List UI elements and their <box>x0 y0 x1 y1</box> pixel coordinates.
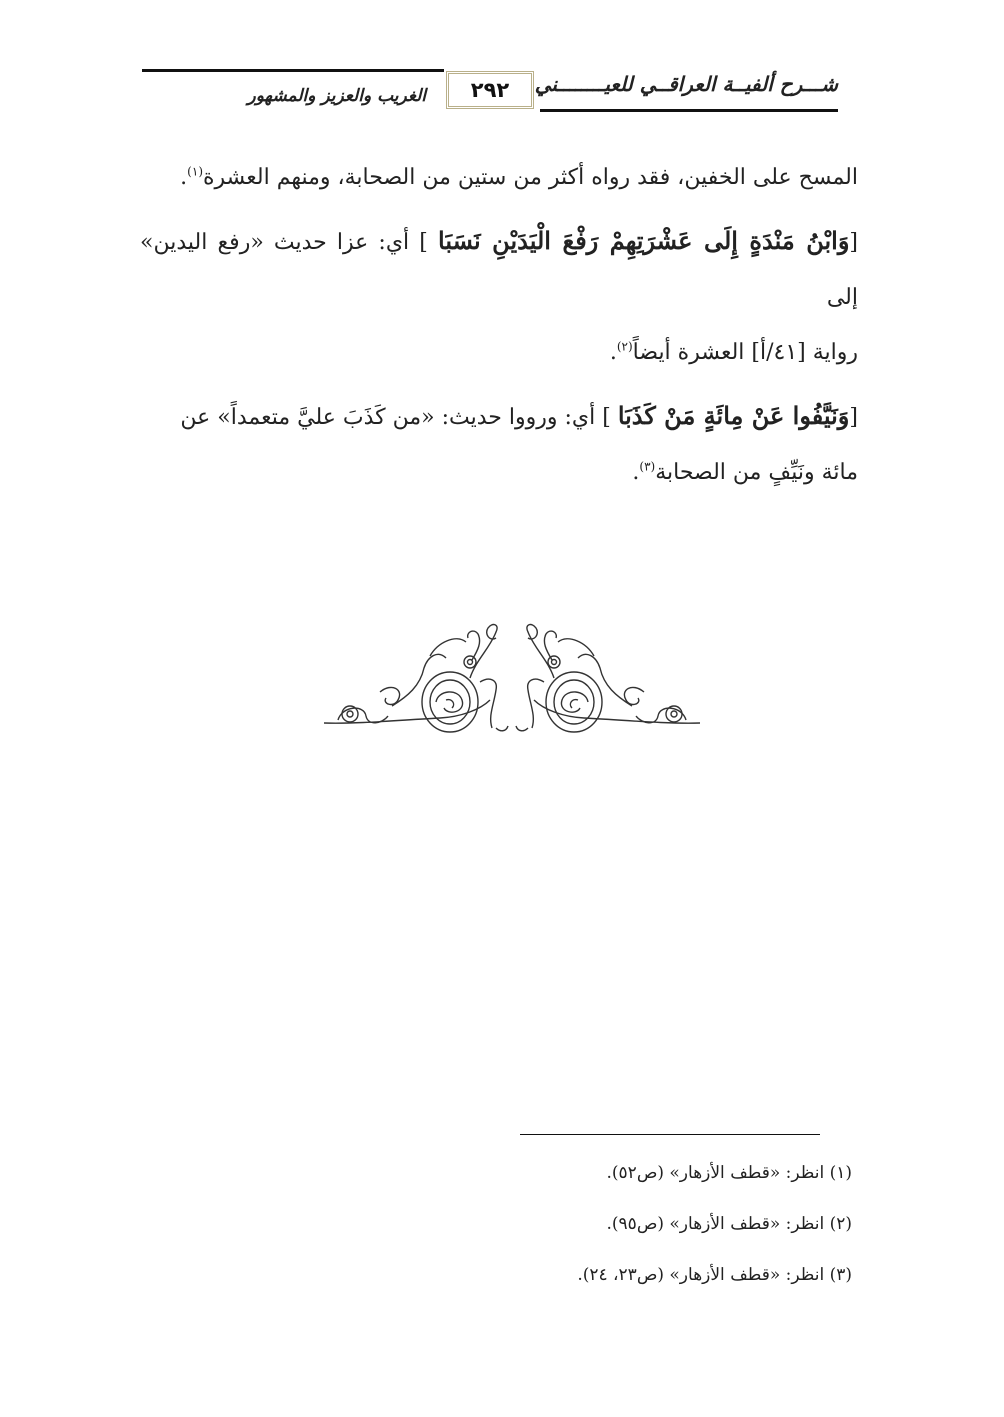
footnote-ref-3: (٣) <box>639 459 656 474</box>
footnote-ref-2: (٢) <box>616 339 633 354</box>
footnote-3: (٣) انظر: «قطف الأزهار» (ص٢٣، ٢٤). <box>577 1265 852 1285</box>
paragraph-1-text: المسح على الخفين، فقد رواه أكثر من ستين من الصحابة، ومنهم العشرة <box>203 165 858 190</box>
header-rule-top <box>142 69 444 72</box>
paragraph-2 <box>140 213 858 380</box>
footnote-2: (٢) انظر: «قطف الأزهار» (ص٩٥). <box>606 1214 852 1234</box>
paragraph-3-text: ] أي: ورووا حديث: «من كَذَبَ عليَّ متعمداً» عن <box>180 405 611 430</box>
period: . <box>180 165 188 190</box>
footnotes <box>420 1148 852 1301</box>
bracket-open: [ <box>849 230 858 255</box>
footnote-separator <box>520 1134 820 1135</box>
paragraph-2-line2: رواية [٤١/أ] العشرة أيضاً <box>632 340 858 365</box>
poem-verse-3: وَنَيَّفُوا عَنْ مِائَةٍ مَنْ كَذَبَا <box>617 401 850 430</box>
period: . <box>609 340 617 365</box>
paragraph-3-line2: مائة ونَيِّفٍ من الصحابة <box>655 460 858 485</box>
footnote-ref-1: (١) <box>187 164 203 179</box>
header-rule-bottom <box>540 109 838 112</box>
paragraph-3 <box>140 388 858 500</box>
period: . <box>632 460 640 485</box>
chapter-title: الغريب والعزيز والمشهور <box>247 86 426 106</box>
paragraph-2-text: ] أي: عزا حديث «رفع اليدين» إلى <box>140 230 858 310</box>
main-text <box>140 150 858 508</box>
floral-divider-icon <box>320 620 704 740</box>
poem-verse-2: وَابْنُ مَنْدَةٍ إِلَى عَشْرَتِهِمْ رَفْعَ الْيَدَيْنِ نَسَبَا <box>438 226 850 255</box>
bracket-open: [ <box>849 405 858 430</box>
book-title: شـــرح ألفيــة العراقــي للعيــــــــني <box>534 72 838 96</box>
footnote-1: (١) انظر: «قطف الأزهار» (ص٥٢). <box>606 1163 852 1183</box>
page-number: ٢٩٢ <box>446 71 534 109</box>
paragraph-1 <box>140 150 858 205</box>
